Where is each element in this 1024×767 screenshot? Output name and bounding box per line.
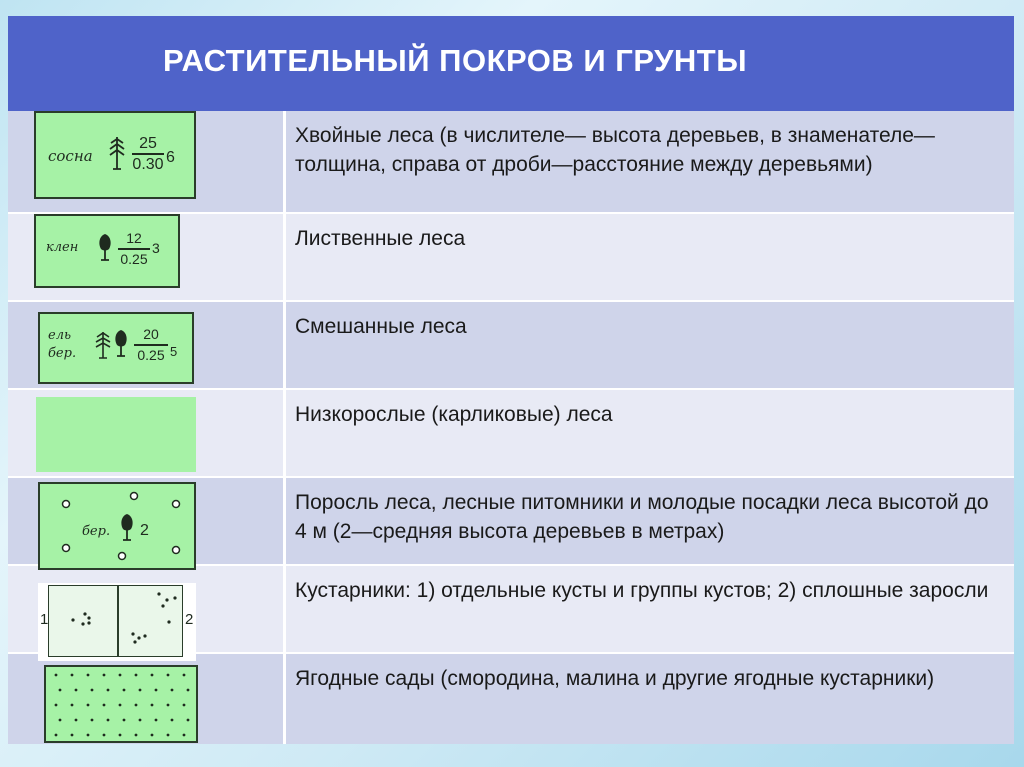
symbol-distance: 3: [152, 240, 160, 256]
deciduous-forest-symbol: [34, 214, 180, 288]
fraction-denominator: 0.25: [120, 250, 148, 267]
berry-dot: [87, 674, 90, 677]
row-description: Низкорослые (карликовые) леса: [295, 403, 613, 426]
shrub-dots: [49, 586, 117, 656]
row-description: Лиственные леса: [295, 227, 466, 250]
berry-dot: [119, 674, 122, 677]
berry-dot: [75, 719, 78, 722]
berry-dot: [91, 719, 94, 722]
berry-dot: [151, 704, 154, 707]
berry-dot: [103, 704, 106, 707]
deciduous-tree-icon: [96, 232, 114, 262]
table-header: [8, 16, 1014, 111]
dwarf-forest-symbol: [36, 397, 196, 472]
shrub-sparse-box: [48, 585, 118, 657]
berry-dot: [187, 719, 190, 722]
berry-dot: [59, 719, 62, 722]
symbol-distance: 5: [170, 344, 178, 359]
symbol-distance: 6: [166, 149, 175, 166]
symbol-label: бер.: [82, 524, 111, 539]
symbol-label: сосна: [48, 147, 93, 165]
symbol-height: 2: [140, 522, 149, 539]
fraction-denominator: 0.25: [137, 346, 165, 363]
berry-dot: [155, 689, 158, 692]
berry-dot: [119, 734, 122, 737]
berry-dot: [183, 674, 186, 677]
deciduous-tree-icon: [112, 328, 130, 358]
symbol-fraction: [118, 230, 150, 268]
row-description: Смешанные леса: [295, 315, 467, 338]
berry-garden-symbol: [44, 665, 198, 743]
berry-dot: [183, 734, 186, 737]
fraction-numerator: 20: [143, 326, 159, 342]
berry-dot: [55, 704, 58, 707]
berry-dot: [139, 719, 142, 722]
berry-dot: [87, 734, 90, 737]
symbol-fraction: [134, 326, 168, 364]
berry-dot: [87, 704, 90, 707]
berry-dot: [139, 689, 142, 692]
fraction-numerator: 12: [126, 230, 142, 246]
berry-dot: [71, 674, 74, 677]
berry-dot: [123, 719, 126, 722]
berry-dot: [103, 734, 106, 737]
shrub-symbol: [38, 583, 196, 661]
berry-dot: [123, 689, 126, 692]
berry-dot: [91, 689, 94, 692]
berry-dot: [151, 734, 154, 737]
berry-dot: [71, 734, 74, 737]
berry-dot: [135, 734, 138, 737]
berry-dot: [107, 689, 110, 692]
berry-dot: [55, 734, 58, 737]
page-title: РАСТИТЕЛЬНЫЙ ПОКРОВ И ГРУНТЫ: [163, 43, 748, 78]
berry-dot: [135, 674, 138, 677]
berry-dot: [55, 674, 58, 677]
symbol-fraction: [132, 135, 164, 173]
mixed-forest-symbol: [38, 312, 194, 384]
berry-dot: [183, 704, 186, 707]
berry-dot: [135, 704, 138, 707]
shrub-dots: [119, 586, 182, 656]
symbol-label-line2: бер.: [48, 346, 77, 361]
fraction-numerator: 25: [139, 135, 157, 152]
berry-dot: [59, 689, 62, 692]
berry-dot-pattern: [46, 667, 196, 741]
berry-dot: [151, 674, 154, 677]
berry-dot: [167, 704, 170, 707]
shrub-number-right: 2: [185, 611, 194, 628]
conifer-forest-symbol: [34, 111, 196, 199]
berry-dot: [75, 689, 78, 692]
berry-dot: [155, 719, 158, 722]
row-description: Ягодные сады (смородина, малина и другие ягодные кустарники): [295, 667, 935, 690]
berry-dot: [187, 689, 190, 692]
conifer-tree-icon: [94, 330, 112, 360]
row-description: Поросль леса, лесные питомники и молодые посадки леса высотой до 4 м (2—средняя высота деревьев в метрах): [295, 491, 989, 543]
berry-dot: [171, 689, 174, 692]
berry-dot: [107, 719, 110, 722]
row-description: Хвойные леса (в числителе— высота деревьев, в знаменателе—толщина, справа от дроби—расстояние между деревьями): [295, 124, 935, 176]
deciduous-tree-icon: [118, 512, 136, 542]
berry-dot: [119, 704, 122, 707]
young-growth-symbol: [38, 482, 196, 570]
symbol-label: клен: [46, 240, 79, 255]
shrub-number-left: 1: [40, 611, 49, 628]
conifer-tree-icon: [108, 135, 126, 171]
berry-dot: [103, 674, 106, 677]
shrub-dense-box: [118, 585, 183, 657]
circle-markers: [40, 484, 194, 568]
berry-dot: [167, 674, 170, 677]
berry-dot: [167, 734, 170, 737]
fraction-denominator: 0.30: [132, 155, 164, 173]
row-description: Кустарники: 1) отдельные кусты и группы кустов; 2) сплошные заросли: [295, 579, 989, 602]
symbol-label-line1: ель: [48, 328, 72, 343]
berry-dot: [71, 704, 74, 707]
berry-dot: [171, 719, 174, 722]
